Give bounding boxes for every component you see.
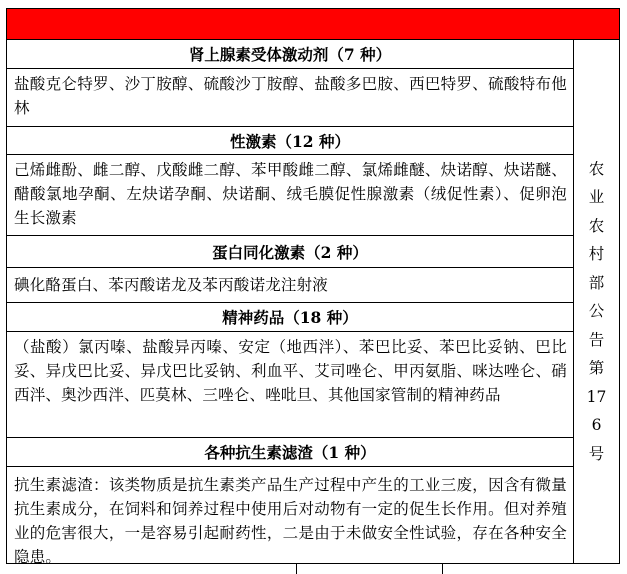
section-heading-text: 各种抗生素滤渣（1 种）	[204, 443, 376, 462]
section-heading-text: 精神药品（18 种）	[222, 308, 358, 327]
section-content-text: 抗生素滤渣：该类物质是抗生素类产品生产过程中产生的工业三废，因含有微量抗生素成分，在饲料和饲养过程中使用后对动物有一定的促生长作用。但对养殖业的危害很大，一是容易引起耐药性，二是由于未做安全性试验，存在各种安全隐患。	[14, 476, 567, 566]
section-heading-psychotropic	[7, 303, 573, 332]
section-content-antibiotic-residue	[7, 467, 573, 566]
section-heading-sex-hormones	[7, 127, 573, 155]
section-content-text: 碘化酪蛋白、苯丙酸诺龙及苯丙酸诺龙注射液	[14, 276, 329, 294]
section-heading-text: 蛋白同化激素（2 种）	[212, 242, 368, 262]
section-heading-adrenergic	[7, 40, 573, 69]
section-heading-anabolic	[7, 236, 573, 268]
section-heading-text: 性激素（12 种）	[230, 131, 350, 151]
section-content-text: 盐酸克仑特罗、沙丁胺醇、硫酸沙丁胺醇、盐酸多巴胺、西巴特罗、硫酸特布他林	[14, 75, 567, 117]
section-content-adrenergic	[7, 69, 573, 127]
section-content-text: （盐酸）氯丙嗪、盐酸异丙嗪、安定（地西泮）、苯巴比妥、苯巴比妥钠、巴比妥、异戊巴比妥、异戊巴比妥钠、利血平、艾司唑仑、甲丙氨脂、咪达唑仑、硝西泮、奥沙西泮、匹莫林、三唑仑、唑吡旦、其他国家管制的精神药品	[14, 338, 567, 404]
section-content-text: 己烯雌酚、雌二醇、戊酸雌二醇、苯甲酸雌二醇、氯烯雌醚、炔诺醇、炔诺醚、醋酸氯地孕酮、左炔诺孕酮、炔诺酮、绒毛膜促性腺激素（绒促性素）、促卵泡生长激素	[14, 161, 567, 227]
section-content-anabolic	[7, 268, 573, 303]
document-table	[6, 8, 620, 564]
bottom-divider-right	[442, 564, 443, 574]
announcement-column	[574, 40, 619, 563]
drug-list-column	[7, 40, 574, 566]
section-heading-antibiotic-residue	[7, 438, 573, 467]
red-header-bar	[7, 9, 619, 40]
announcement-note: 农业农村部公告第176号	[586, 159, 607, 463]
bottom-strip	[6, 564, 620, 574]
bottom-divider-left	[296, 564, 297, 574]
section-heading-text: 肾上腺素受体激动剂（7 种）	[188, 45, 392, 64]
section-content-sex-hormones	[7, 155, 573, 236]
section-content-psychotropic	[7, 332, 573, 438]
